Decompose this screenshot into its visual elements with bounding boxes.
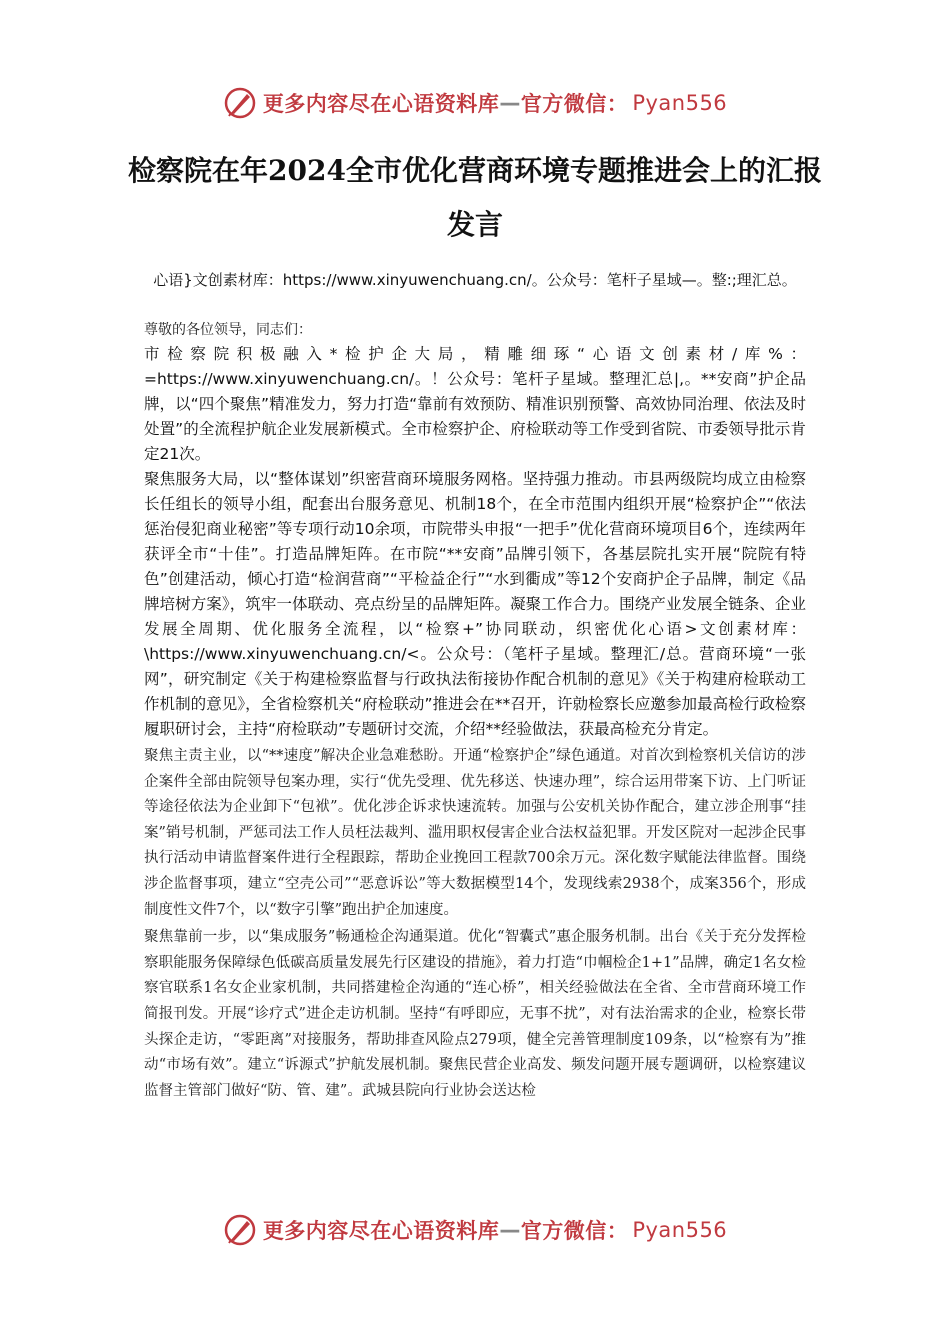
paragraph-1: 市检察院积极融入*检护企大局，精雕细琢“心语文创素材/库%：=https://www.xinyuwenchuang.cn/。！公众号：笔杆子星域。整理汇总|,。**安商”护企品牌，以“四个聚焦”精准发力，努力打造“靠前有效预防、精准识别预警、高效协同治理、依法及时处置”的全流程护航企业发展新模式。全市检察护企、府检联动等工作受到省院、市委领导批示肯定21次。 — [144, 345, 806, 463]
watermark-label: 官方微信： — [520, 1219, 629, 1243]
watermark-text: 更多内容尽在心语资料库 — [262, 1219, 500, 1243]
document-body — [144, 318, 806, 1104]
paragraph-2: 聚焦服务大局，以“整体谋划”织密营商环境服务网格。坚持强力推动。市县两级院均成立由检察长任组长的领导小组，配套出台服务意见、机制18个，在全市范围内组织开展“检察护企”“依法惩治侵犯商业秘密”等专项行动10余项，市院带头申报“一把手”优化营商环境项目6个，连续两年获评全市“十佳”。打造品牌矩阵。在市院“**安商”品牌引领下，各基层院扎实开展“院院有特色”创建活动，倾心打造“检润营商”“平检益企行”“水到衢成”等12个安商护企子品牌，制定《品牌培树方案》，筑牢一体联动、亮点纷呈的品牌矩阵。凝聚工作合力。围绕产业发展全链条、企业发展全周期、优化服务全流程，以“检察+”协同联动，织密优化心语>文创素材库：\https://www.xinyuwenchuang.cn/<。公众号：（笔杆子星域。整理汇/总。营商环境“一张网”，研究制定《关于构建检察监督与行政执法衔接协作配合机制的意见》《关于构建府检联动工作机制的意见》，全省检察机关“府检联动”推进会在**召开，许勍检察长应邀参加最高检行政检察履职研讨会，主持“府检联动”专题研讨交流，介绍**经验做法，获最高检充分肯定。 — [144, 470, 806, 738]
quill-pen-logo-icon — [223, 86, 257, 120]
paragraph-4: 聚焦靠前一步，以“集成服务”畅通检企沟通渠道。优化“智囊式”惠企服务机制。出台《关于充分发挥检察职能服务保障绿色低碳高质量发展先行区建设的措施》，着力打造“巾帼检企1+1”品牌，确定1名女检察官联系1名女企业家机制，共同搭建检企沟通的“连心桥”，相关经验做法在全省、全市营商环境工作简报刊发。开展“诊疗式”进企走访机制。坚持“有呼即应，无事不扰”，对有法治需求的企业，检察长带头探企走访，“零距离”对接服务，帮助排查风险点279项，健全完善管理制度109条，以“检察有为”推动“市场有效”。建立“诉源式”护航发展机制。聚焦民营企业高发、频发问题开展专题调研，以检察建议监督主管部门做好“防、管、建”。武城县院向行业协会送达检 — [144, 929, 806, 1099]
watermark-wechat-id: Pyan556 — [632, 1218, 728, 1242]
source-line: 心语}文创素材库：https://www.xinyuwenchuang.cn/。公众号：笔杆子星域—。整:;理汇总。 — [153, 271, 797, 289]
watermark-separator: — — [499, 1218, 521, 1242]
watermark-text: 更多内容尽在心语资料库 — [262, 92, 500, 116]
paragraph-3: 聚焦主责主业，以“**速度”解决企业急难愁盼。开通“检察护企”绿色通道。对首次到检察机关信访的涉企案件全部由院领导包案办理，实行“优先受理、优先移送、快速办理”，综合运用带案下访、上门听证等途径依法为企业卸下“包袱”。优化涉企诉求快速流转。加强与公安机关协作配合，建立涉企刑事“挂案”销号机制，严惩司法工作人员枉法裁判、滥用职权侵害企业合法权益犯罪。开发区院对一起涉企民事执行活动申请监督案件进行全程跟踪，帮助企业挽回工程款700余万元。深化数字赋能法律监督。围绕涉企监督事项，建立“空壳公司”“恶意诉讼”等大数据模型14个，发现线索2938个，成案356个，形成制度性文件7个，以“数字引擎”跑出护企加速度。 — [144, 748, 806, 918]
watermark-label: 官方微信： — [520, 92, 629, 116]
greeting: 尊敬的各位领导，同志们： — [144, 322, 312, 338]
quill-pen-logo-icon — [223, 1213, 257, 1247]
document-title: 检察院在年2024全市优化营商环境专题推进会上的汇报发言 — [128, 154, 822, 241]
watermark-wechat-id: Pyan556 — [632, 91, 728, 115]
watermark-banner-top — [0, 83, 950, 123]
watermark-banner-bottom — [0, 1210, 950, 1250]
watermark-separator: — — [499, 91, 521, 115]
